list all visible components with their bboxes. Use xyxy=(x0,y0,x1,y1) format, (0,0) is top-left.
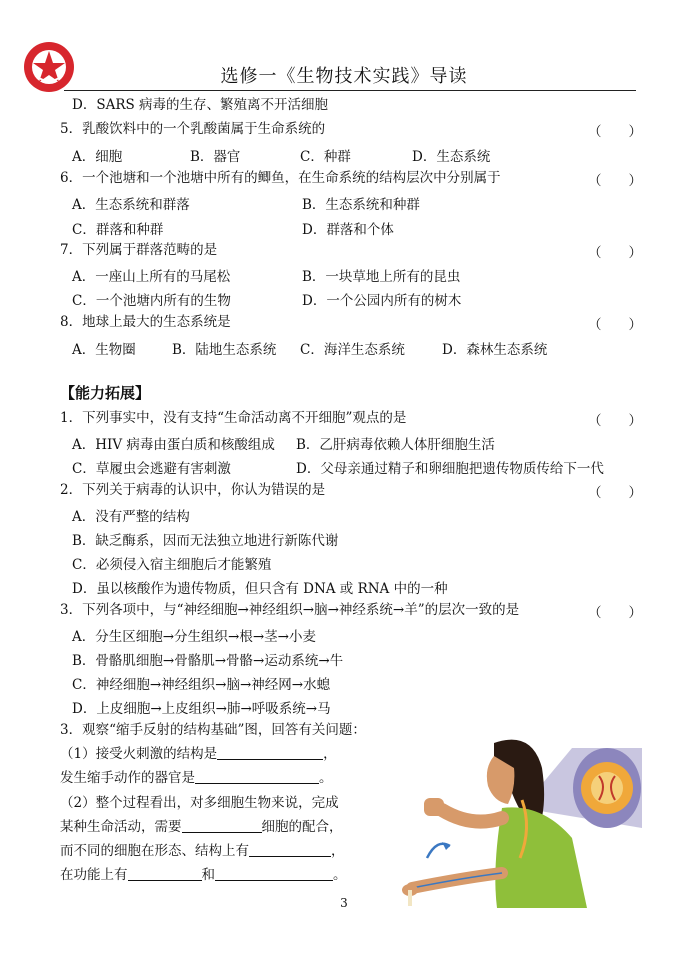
option-b: B．缺乏酶系，因而无法独立地进行新陈代谢 xyxy=(72,533,339,549)
option-b: B．骨骼肌细胞→骨骼肌→骨骼→运动系统→牛 xyxy=(72,653,344,669)
answer-bracket: （ ） xyxy=(588,413,642,429)
option-d: D．群落和个体 xyxy=(302,222,394,238)
answer-blank[interactable] xyxy=(128,866,202,881)
option-c: C．种群 xyxy=(300,149,351,165)
header-divider xyxy=(64,90,636,91)
option-a: A．一座山上所有的马尾松 xyxy=(72,269,231,285)
fill-line-3: （2）整个过程看出，对多细胞生物来说，完成 xyxy=(60,795,339,811)
figure-question: 3．观察“缩手反射的结构基础”图，回答有关问题： xyxy=(60,722,366,738)
option-a: A．生物圈 xyxy=(72,342,136,358)
option-a: A．没有严整的结构 xyxy=(72,509,190,525)
ext-question-1: 1．下列事实中，没有支持“生命活动离不开细胞”观点的是 xyxy=(60,410,407,426)
option-c: C．一个池塘内所有的生物 xyxy=(72,293,231,309)
option-d: D．上皮细胞→上皮组织→肺→呼吸系统→马 xyxy=(72,701,331,717)
option-d: D．父母亲通过精子和卵细胞把遗传物质传给下一代 xyxy=(296,461,604,477)
option-a: A．分生区细胞→分生组织→根→茎→小麦 xyxy=(72,629,316,645)
section-heading: 【能力拓展】 xyxy=(60,384,151,402)
option-c: C．神经细胞→神经组织→脑→神经网→水螅 xyxy=(72,677,331,693)
answer-bracket: （ ） xyxy=(588,245,642,261)
option-b: B．一块草地上所有的昆虫 xyxy=(302,269,461,285)
fill-line-1: （1）接受火刺激的结构是 ， xyxy=(60,746,337,762)
question-5: 5．乳酸饮料中的一个乳酸菌属于生命系统的 xyxy=(60,121,326,137)
option-c: C．草履虫会逃避有害刺激 xyxy=(72,461,231,477)
option-d: D．一个公园内所有的树木 xyxy=(302,293,462,309)
answer-bracket: （ ） xyxy=(588,124,642,140)
answer-blank[interactable] xyxy=(195,769,319,784)
question-8: 8．地球上最大的生态系统是 xyxy=(60,314,231,330)
fill-line-5: 而不同的细胞在形态、结构上有 ， xyxy=(60,843,345,859)
answer-blank[interactable] xyxy=(182,818,262,833)
ext-question-3: 3．下列各项中，与“神经细胞→神经组织→脑→神经系统→羊”的层次一致的是 xyxy=(60,602,520,618)
page-title: 选修一《生物技术实践》导读 xyxy=(220,66,468,87)
option-a: A．HIV 病毒由蛋白质和核酸组成 xyxy=(72,437,275,453)
option-c: C．必须侵入宿主细胞后才能繁殖 xyxy=(72,557,272,573)
answer-blank[interactable] xyxy=(249,842,331,857)
option-c: C．海洋生态系统 xyxy=(300,342,405,358)
answer-blank[interactable] xyxy=(217,745,323,760)
answer-bracket: （ ） xyxy=(588,485,642,501)
option-b: B．生态系统和种群 xyxy=(302,197,420,213)
fill-line-4: 某种生命活动，需要 细胞的配合， xyxy=(60,819,343,835)
ext-question-2: 2．下列关于病毒的认识中，你认为错误的是 xyxy=(60,482,326,498)
answer-bracket: （ ） xyxy=(588,605,642,621)
answer-bracket: （ ） xyxy=(588,317,642,333)
reflex-arc-figure xyxy=(402,738,642,908)
option-b: B．器官 xyxy=(190,149,241,165)
option-d: D．虽以核酸作为遗传物质，但只含有 DNA 或 RNA 中的一种 xyxy=(72,581,448,597)
fill-line-2: 发生缩手动作的器官是 。 xyxy=(60,770,333,786)
option-b: B．陆地生态系统 xyxy=(172,342,277,358)
option-a: A．细胞 xyxy=(72,149,123,165)
option-c: C．群落和种群 xyxy=(72,222,164,238)
option-d: D．森林生态系统 xyxy=(442,342,548,358)
option-a: A．生态系统和群落 xyxy=(72,197,190,213)
option-b: B．乙肝病毒依赖人体肝细胞生活 xyxy=(296,437,495,453)
option-text: D．SARS 病毒的生存、繁殖离不开活细胞 xyxy=(72,97,329,113)
page-number: 3 xyxy=(340,896,348,910)
fill-line-6: 在功能上有 和 。 xyxy=(60,867,347,883)
answer-blank[interactable] xyxy=(215,866,333,881)
question-6: 6．一个池塘和一个池塘中所有的鲫鱼，在生命系统的结构层次中分别属于 xyxy=(60,170,501,186)
answer-bracket: （ ） xyxy=(588,173,642,189)
option-d: D．生态系统 xyxy=(412,149,491,165)
question-7: 7．下列属于群落范畴的是 xyxy=(60,242,218,258)
